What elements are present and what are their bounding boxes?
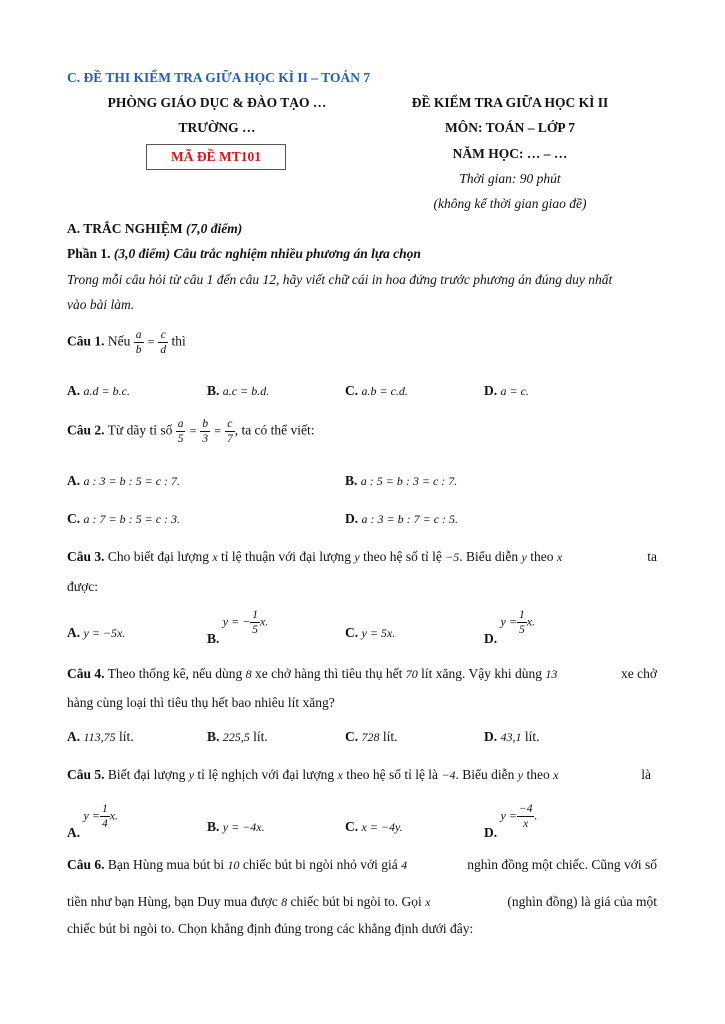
q1-option-a[interactable]: A. a.d = b.c. (67, 383, 130, 398)
q5-option-a[interactable]: A. y = $\frac{1}{4}$ x. (67, 803, 119, 840)
school-year: NĂM HỌC: … – … (452, 146, 568, 161)
question-3-line-2: được: (67, 579, 98, 594)
q2-option-a[interactable]: A. a : 3 = b : 5 = c : 7. (67, 473, 181, 488)
exam-duration: Thời gian: 90 phút (459, 171, 561, 186)
equals-sign: = (146, 334, 155, 349)
q5-option-d[interactable]: D. y = $\frac{-4}{x}$ . (484, 803, 538, 840)
q3-option-a[interactable]: A. y = −5x. (67, 625, 126, 640)
question-label: Câu 5. (67, 767, 105, 782)
fraction-b-over-3: $\frac{b}{3}$ (202, 418, 209, 445)
q4-option-a[interactable]: A. 113,75 lít. (67, 729, 134, 744)
exam-code: MÃ ĐỀ MT101 (171, 149, 261, 164)
fraction-1-over-5: $\frac{1}{5}$ (518, 609, 525, 636)
q3-option-d[interactable]: D. y = $\frac{1}{5}$ x. (484, 609, 536, 646)
fraction-1-over-5: $\frac{1}{5}$ (252, 609, 259, 636)
q2-option-b[interactable]: B. a : 5 = b : 3 = c : 7. (345, 473, 458, 488)
q4-option-b[interactable]: B. 225,5 lít. (207, 729, 268, 744)
question-6-line-2: tiền như bạn Hùng, bạn Duy mua được 8 chiếc bút bi ngòi to. Gọi x (nghìn đồng) là giá của một (67, 894, 657, 909)
department-name: PHÒNG GIÁO DỤC & ĐÀO TẠO … (107, 95, 327, 110)
q2-option-c[interactable]: C. a : 7 = b : 5 = c : 3. (67, 511, 181, 526)
question-text-end: thì (171, 333, 186, 349)
exam-code-box (146, 144, 286, 170)
question-4-line-2: hàng cùng loại thì tiêu thụ hết bao nhiêu lít xăng? (67, 695, 335, 710)
section-a-title (67, 221, 242, 237)
question-label: Câu 4. (67, 666, 105, 681)
instruction-line-2: vào bài làm. (67, 297, 135, 312)
q5-option-c[interactable]: C. x = −4y. (345, 819, 403, 834)
fraction-c-over-d: $\frac{c}{d}$ (160, 329, 167, 356)
fraction-1-over-4: $\frac{1}{4}$ (101, 803, 108, 830)
question-6-line-3: chiếc bút bi ngòi to. Chọn khẳng định đúng trong các khẳng định dưới đây: (67, 921, 474, 936)
exam-heading: C. ĐỀ THI KIỂM TRA GIỮA HỌC KÌ II – TOÁN 7 (67, 70, 371, 85)
question-6: Câu 6. Bạn Hùng mua bút bi 10 chiếc bút bi ngòi nhỏ với giá 4 nghìn đồng một chiếc. Cũng với số (67, 857, 657, 872)
exam-type-title: ĐỀ KIỂM TRA GIỮA HỌC KÌ II (411, 95, 609, 110)
question-label: Câu 2. (67, 422, 105, 438)
part1-description: (3,0 điểm) Câu trắc nghiệm nhiều phương án lựa chọn (113, 246, 421, 261)
question-4: Câu 4. Theo thống kê, nếu dùng 8 xe chở hàng thì tiêu thụ hết 70 lít xăng. Vậy khi dùng 13 xe chở (67, 666, 657, 681)
question-text: Từ dãy tỉ số (107, 422, 173, 438)
q5-option-b[interactable]: B. y = −4x. (207, 819, 265, 834)
section-a-points: (7,0 điểm) (186, 221, 243, 236)
q3-option-b[interactable]: B. y = − $\frac{1}{5}$ x. (207, 609, 269, 646)
part1-title (67, 246, 421, 262)
fraction-c-over-7: $\frac{c}{7}$ (226, 418, 233, 445)
fraction-minus4-over-x: $\frac{-4}{x}$ (518, 803, 533, 830)
subject-title: MÔN: TOÁN – LỚP 7 (444, 120, 575, 135)
q4-option-d[interactable]: D. 43,1 lít. (484, 729, 540, 744)
question-label: Câu 6. (67, 857, 105, 872)
part1-label: Phần 1. (67, 246, 111, 261)
question-3: Câu 3. Cho biết đại lượng x tỉ lệ thuận với đại lượng y theo hệ số tỉ lệ −5. Biểu diễn y theo x ta (67, 549, 657, 564)
school-name: TRƯỜNG … (178, 120, 256, 135)
q2-option-d[interactable]: D. a : 3 = b : 7 = c : 5. (345, 511, 459, 526)
fraction-a-over-b: $\frac{a}{b}$ (135, 329, 142, 356)
q4-option-c[interactable]: C. 728 lít. (345, 729, 398, 744)
equals-sign: = (188, 423, 197, 438)
fraction-a-over-5: $\frac{a}{5}$ (177, 418, 184, 445)
q1-option-d[interactable]: D. a = c. (484, 383, 529, 398)
q1-option-b[interactable]: B. a.c = b.d. (207, 383, 270, 398)
question-text: Nếu (107, 333, 131, 349)
question-5: Câu 5. Biết đại lượng y tỉ lệ nghịch với đại lượng x theo hệ số tỉ lệ là −4. Biểu diễn y theo x là (67, 767, 651, 782)
question-label: Câu 3. (67, 549, 105, 564)
q1-option-c[interactable]: C. a.b = c.d. (345, 383, 408, 398)
section-a-label: A. TRẮC NGHIỆM (67, 221, 183, 236)
question-2 (67, 417, 315, 446)
question-label: Câu 1. (67, 333, 105, 349)
q3-option-c[interactable]: C. y = 5x. (345, 625, 396, 640)
duration-note: (không kể thời gian giao đề) (433, 196, 587, 211)
question-text-end: , ta có thể viết: (234, 422, 315, 438)
question-1 (67, 328, 186, 357)
instruction-line-1: Trong mỗi câu hỏi từ câu 1 đến câu 12, hãy viết chữ cái in hoa đứng trước phương án đúng duy nhất (67, 272, 613, 287)
equals-sign: = (213, 423, 222, 438)
